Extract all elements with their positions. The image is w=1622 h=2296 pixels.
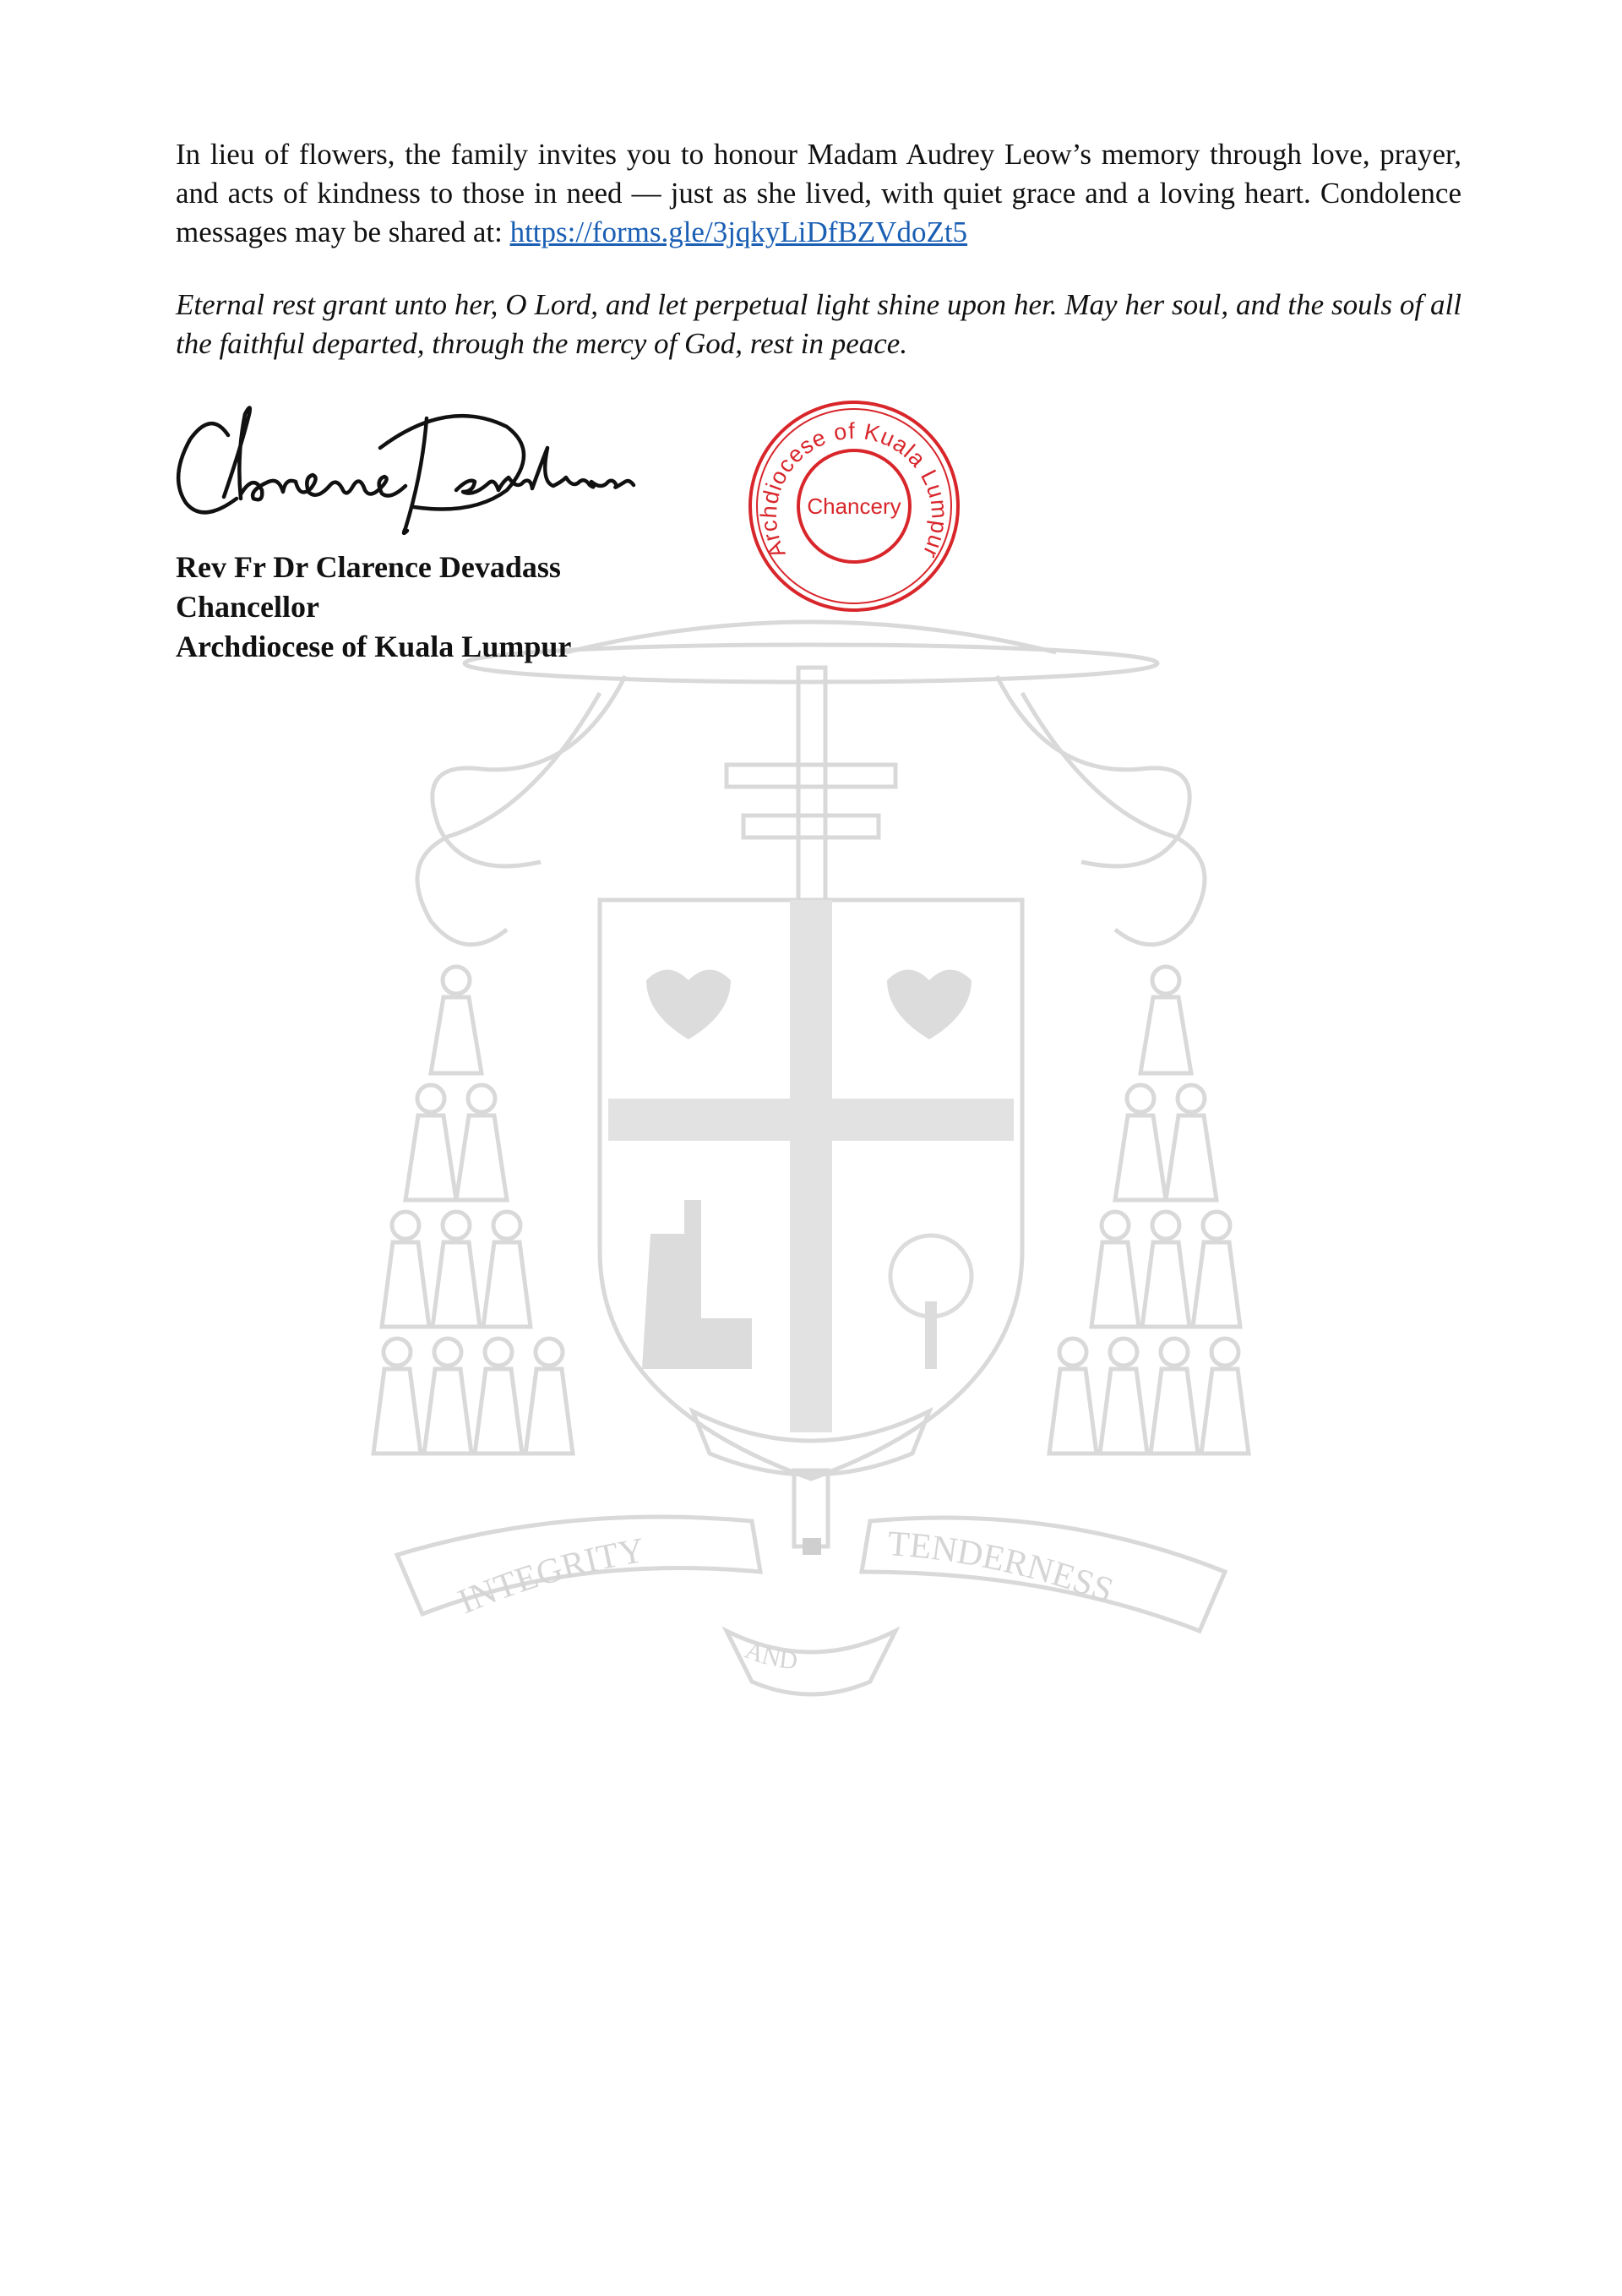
svg-text:INTEGRITY (453, 1531, 647, 1622)
seal-arc-text: Archdiocese of Kuala Lumpur (755, 417, 953, 564)
signatory-organization: Archdiocese of Kuala Lumpur (176, 630, 572, 663)
motto-center-text: AND (741, 1635, 799, 1676)
svg-text:AND (742, 1636, 799, 1675)
chancery-seal-stamp (743, 395, 965, 617)
signatory-title: Chancellor (176, 590, 319, 624)
motto-right-text: TENDERNESS (886, 1524, 1119, 1612)
svg-text:TENDERNESS (886, 1524, 1118, 1611)
coat-of-arms-watermark (363, 558, 1259, 1741)
condolence-form-link[interactable]: https://forms.gle/3jqkyLiDfBZVdoZt5 (509, 215, 968, 248)
prayer-paragraph: Eternal rest grant unto her, O Lord, and let perpetual light shine upon her. May her soul, and the souls of all the faithful departed, through the mercy of God, rest in peace. (176, 288, 1461, 360)
svg-text:Archdiocese of Kuala Lumpur (756, 418, 953, 563)
signatory-block (176, 548, 571, 667)
handwritten-signature (169, 397, 710, 541)
condolence-text: In lieu of flowers, the family invites you to honour Madam Audrey Leow’s memory through love, prayer, and acts of kindness to those in need — just as she lived, with quiet grace and a loving heart. Condolence messages may be shared at: (176, 138, 1461, 248)
motto-left-text: INTEGRITY (453, 1530, 648, 1622)
condolence-paragraph (176, 135, 1461, 252)
seal-center-text: Chancery (807, 494, 901, 519)
signatory-name: Rev Fr Dr Clarence Devadass (176, 550, 561, 584)
